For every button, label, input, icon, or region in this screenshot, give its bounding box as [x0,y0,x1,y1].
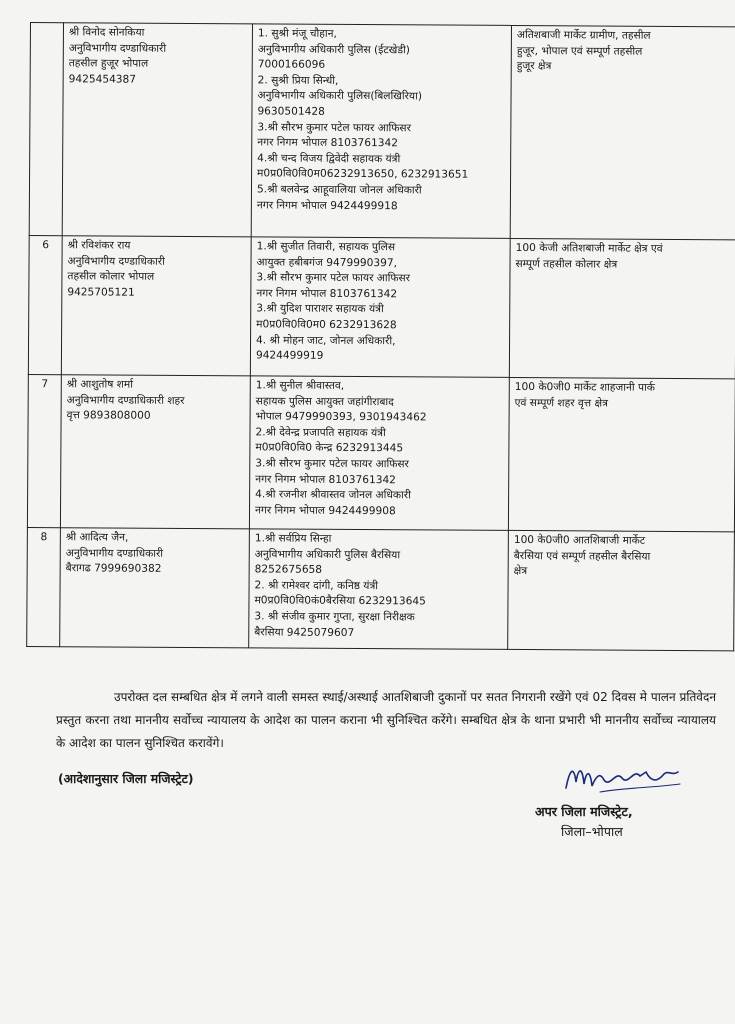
magistrate-cell [60,375,250,529]
team-members-cell-line: नगर निगम भोपाल 8103761342 [255,472,396,486]
team-members-cell-line: 2. सुश्री प्रिया सिन्धी, [257,74,339,87]
team-members-cell-line: नगर निगम भोपाल 9424499918 [256,198,398,212]
team-members-cell-line: सहायक पुलिस आयुक्त जहांगीराबाद [255,394,394,408]
team-members-cell-line: 5.श्री बलवेन्द्र आहूवालिया जोनल अधिकारी [256,183,422,197]
team-members-cell-line: नगर निगम भोपाल 8103761342 [256,287,398,301]
team-members-cell-line: म0प्र0वि0वि0 केन्द्र 6232913445 [255,441,404,455]
area-cell-line: सम्पूर्ण तहसील कोलार क्षेत्र [515,257,618,271]
team-members-cell-line: 4.श्री रजनीश श्रीवास्तव जोनल अधिकारी [255,488,411,502]
magistrate-cell [61,236,251,376]
team-members-cell-line: भोपाल 9479990393, 9301943462 [255,410,427,424]
team-members-cell-line: 4.श्री चन्द विजय द्विवेदी सहायक यंत्री [257,152,401,166]
team-members-cell-line: 1.श्री सुजीत तिवारी, सहायक पुलिस [256,240,396,254]
order-line: (आदेशानुसार जिला मजिस्ट्रेट) [58,771,194,786]
area-cell [508,377,735,531]
team-members-cell-line: 3.श्री सौरभ कुमार पटेल फायर आफिसर [255,457,409,471]
magistrate-cell-line: 9425705121 [67,286,135,299]
instruction-paragraph [56,686,716,755]
serial-number-cell [29,23,63,236]
team-members-cell [249,529,509,650]
team-members-cell-line: 1.श्री सुनील श्रीवास्तव, [255,379,345,392]
team-members-cell-line: 3. श्री संजीव कुमार गुप्ता, सुरक्षा निरीक्षक [254,610,415,624]
magistrate-cell-line: तहसील कोलार भोपाल [67,270,155,283]
area-cell-line: एवं सम्पूर्ण शहर वृत्त क्षेत्र [514,396,608,410]
team-members-cell [251,24,511,239]
magistrate-cell-line: श्री आदित्य जैन, [65,531,129,544]
magistrate-cell-line: 9425454387 [68,73,137,86]
team-members-cell-line: नगर निगम भोपाल 9424499908 [254,504,396,517]
area-cell-line: 100 के0जी0 मार्केट शाहजानी पार्क [514,380,655,394]
area-cell-line: 100 के0जी0 आतशिबाजी मार्केट [513,533,646,547]
team-members-cell-line: 4. श्री मोहन जाट, जोनल अधिकारी, [256,333,396,347]
serial-number-cell: 7 [27,374,61,527]
officer-assignment-table [26,22,735,651]
team-members-cell-line: 7000166096 [257,58,326,71]
magistrate-cell-line: श्री रविशंकर राय [67,239,131,252]
team-members-cell-line: म0प्र0वि0वि0म06232913650, 6232913651 [257,167,469,182]
area-cell [510,25,735,239]
magistrate-cell [62,23,252,237]
magistrate-cell-line: तहसील हुजूर भोपाल [68,57,149,70]
team-members-cell-line: बैरसिया 9425079607 [254,625,355,639]
team-members-cell [250,237,510,378]
area-cell [509,238,735,378]
table-row [27,527,735,650]
magistrate-cell-line: अनुविभागीय दण्डाधिकारी [65,546,164,560]
table-row [29,23,735,240]
area-cell-line: बैरसिया एवं सम्पूर्ण तहसील बैरसिया [513,549,651,563]
magistrate-cell-line: श्री आशुतोष शर्मा [66,378,134,391]
team-members-cell-line: 3.श्री सौरभ कुमार पटेल फायर आफिसर [257,120,411,134]
team-members-cell-line: 3.श्री युदिश पाराशर सहायक यंत्री [256,302,384,316]
area-cell-line: क्षेत्र [513,565,528,578]
area-cell-line: हुजूर क्षेत्र [516,60,552,73]
team-members-cell-line: म0प्र0वि0वि0म0 6232913628 [256,318,397,332]
team-members-cell-line: 3.श्री सौरभ कुमार पटेल फायर आफिसर [256,271,411,285]
signatory-designation: अपर जिला मजिस्ट्रेट, [535,804,633,819]
instruction-text: उपरोक्त दल सम्बधित क्षेत्र में लगने वाली समस्त स्थाई/अस्थाई आतशिबाजी दुकानों पर सतत निगरानी रखेंगे एवं 02 दिवस मे पालन प्रतिवेदन प्रस्तुत करना तथा माननीय सर्वोच्च न्यायालय के आदेश का पालन कराना भी सुनिश्चित करेंगे। सम्बधित क्षेत्र के थाना प्रभारी भी माननीय सर्वोच्च न्यायालय के आदेश का पालन सुनिश्चित करावेंगे। [56,690,716,750]
magistrate-cell-line: अनुविभागीय दण्डाधिकारी [67,254,165,268]
team-members-cell-line: नगर निगम भोपाल 8103761342 [257,136,399,150]
team-members-cell-line: म0प्र0वि0वि0कं0बैरसिया 6232913645 [254,594,426,608]
signature-icon [560,758,690,798]
area-cell-line: अतिशबाजी मार्केट ग्रामीण, तहसील [516,28,651,42]
area-cell [508,530,735,650]
magistrate-cell-line: वृत्त 9893808000 [66,409,151,422]
area-cell-line: हुजूर, भोपाल एवं सम्पूर्ण तहसील [516,44,643,58]
magistrate-cell [60,528,250,648]
team-members-cell-line: 2.श्री देवेन्द्र प्रजापति सहायक यंत्री [255,426,386,439]
team-members-cell-line: अनुविभागीय अधिकारी पुलिस(बिलखिरिया) [257,89,423,103]
signature-block [535,802,705,842]
table-row [27,374,735,531]
area-cell-line: 100 केजी अतिशबाजी मार्केट क्षेत्र एवं [515,241,663,255]
team-members-cell-line: अनुविभागीय अधिकारी पुलिस बैरसिया [254,547,401,561]
serial-number-cell: 8 [27,527,61,646]
team-members-cell-line: 1.श्री सर्वप्रिय सिन्हा [254,532,332,545]
team-members-cell-line: 9630501428 [257,105,325,118]
team-members-cell-line: 1. सुश्री मंजू चौहान, [257,27,337,40]
team-members-cell-line: 2. श्री रामेश्वर दांगी, कनिष्ठ यंत्री [254,579,379,592]
signatory-district: जिला–भोपाल [561,824,623,839]
magistrate-cell-line: अनुविभागीय दण्डाधिकारी शहर [66,393,185,407]
magistrate-cell-line: अनुविभागीय दण्डाधिकारी [68,41,167,55]
serial-number-cell: 6 [28,235,62,374]
table-row [28,235,735,378]
magistrate-cell-line: बैरागढ 7999690382 [65,562,162,576]
team-members-cell-line: अनुविभागीय अधिकारी पुलिस (ईटखेडी) [257,42,410,56]
magistrate-cell-line: श्री विनोद सोनकिया [68,26,145,39]
team-members-cell [249,376,509,531]
team-members-cell-line: 8252675658 [254,563,323,576]
team-members-cell-line: आयुक्त हबीबगंज 9479990397, [256,255,398,269]
team-members-cell-line: 9424499919 [255,349,324,362]
